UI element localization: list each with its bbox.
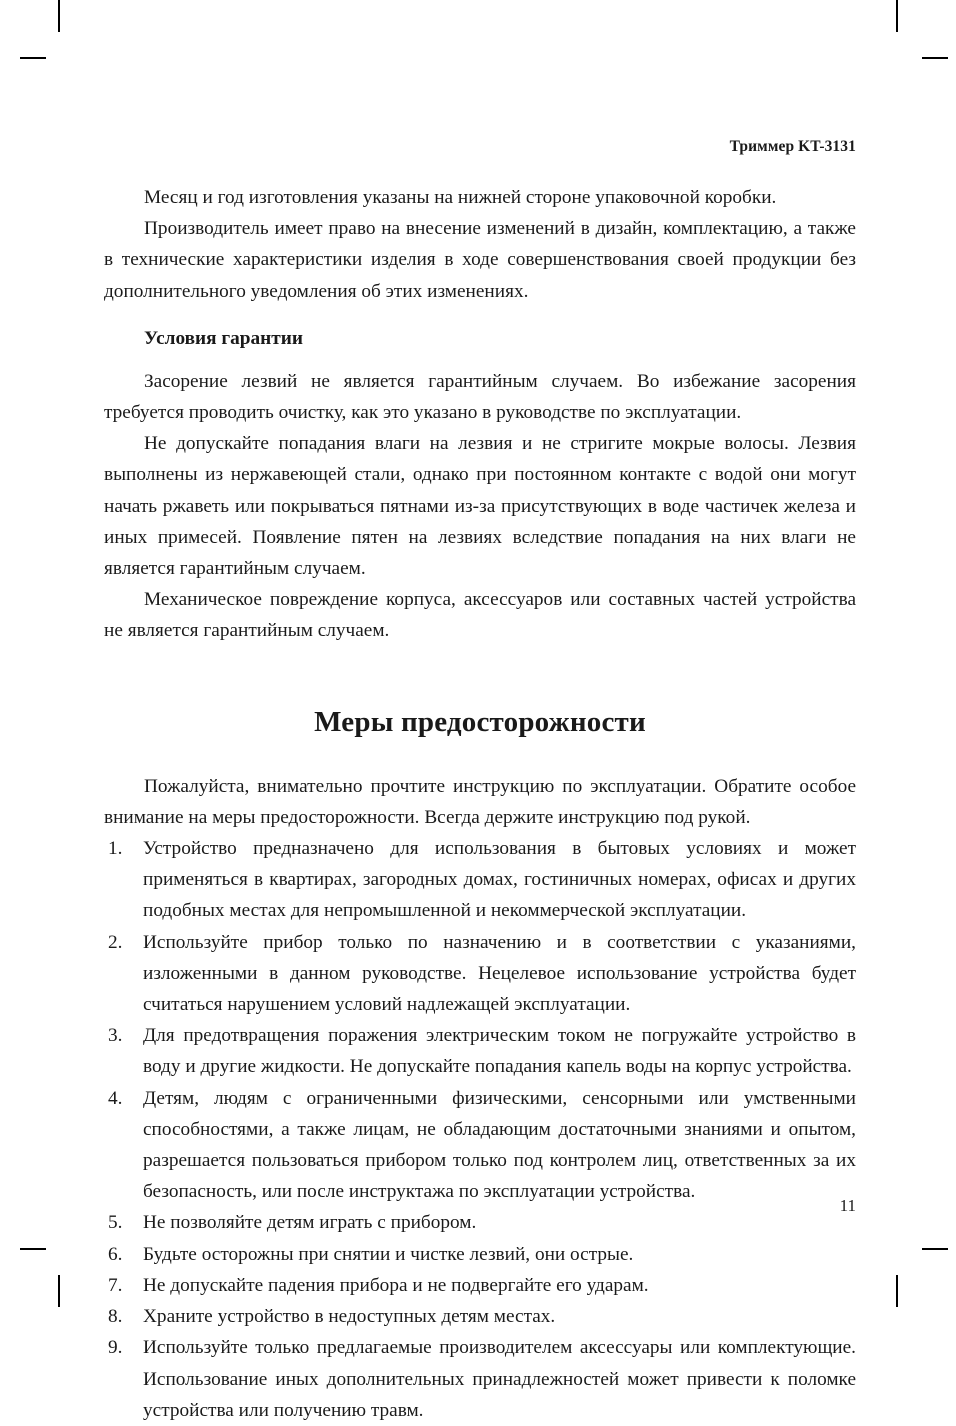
list-item (104, 1207, 856, 1238)
list-item (104, 1020, 856, 1082)
list-item-number: 4. (108, 1087, 123, 1109)
list-item-text: Храните устройство в недоступных детям местах. (143, 1306, 556, 1328)
crop-mark-top-right-vertical (896, 0, 898, 32)
list-item (104, 1239, 856, 1270)
list-item-number: 8. (108, 1306, 123, 1328)
safety-precautions-list (104, 833, 856, 1426)
manufacturing-paragraph-2: Производитель имеет право на внесение изменений в дизайн, комплектацию, а также в технические характеристики изделия в ходе совершенствования своей продукции без дополнительного уведомления об этих изменениях. (104, 218, 856, 302)
crop-mark-bottom-right-horizontal (922, 1248, 948, 1250)
list-item-text: Используйте прибор только по назначению и в соответствии с указаниями, изложенными в данном руководстве. Нецелевое использование устройства будет считаться нарушением условий надлежащей эксплуатации. (143, 931, 856, 1016)
list-item-number: 7. (108, 1274, 123, 1296)
crop-mark-top-left-horizontal (20, 57, 46, 59)
list-item-text: Используйте только предлагаемые производителем аксессуары или комплектующие. Использование иных дополнительных принадлежностей может привести к поломке устройства или получению травм. (143, 1337, 856, 1421)
body-text-block (104, 182, 856, 1426)
list-item-number: 1. (108, 838, 123, 860)
list-item-text: Для предотвращения поражения электрическим током не погружайте устройство в воду и другие жидкости. Не допускайте попадания капель воды на корпус устройства. (143, 1025, 856, 1078)
warranty-paragraph-3: Механическое повреждение корпуса, аксессуаров или составных частей устройства не является гарантийным случаем. (104, 589, 856, 642)
list-item-number: 5. (108, 1212, 123, 1234)
warranty-paragraph-1: Засорение лезвий не является гарантийным случаем. Во избежание засорения требуется проводить очистку, как это указано в руководстве по эксплуатации. (104, 370, 856, 424)
list-item (104, 1083, 856, 1208)
list-item (104, 927, 856, 1021)
list-item-text: Не допускайте падения прибора и не подвергайте его ударам. (143, 1274, 649, 1296)
safety-intro-wrap (104, 771, 856, 833)
list-item-number: 2. (108, 931, 123, 953)
warranty-paragraph-2: Не допускайте попадания влаги на лезвия и не стригите мокрые волосы. Лезвия выполнены из нержавеющей стали, однако при постоянном контакте с водой они могут начать ржаветь или покрываться пятнами из-за присутствующих в воде частичек железа и иных примесей. Появление пятен на лезвиях вследствие попадания на них влаги не является гарантийным случаем. (104, 433, 856, 580)
manufacturing-paragraph-1: Месяц и год изготовления указаны на нижней стороне упаковочной коробки. (144, 187, 777, 208)
page-number: 11 (839, 1196, 856, 1215)
list-item-text: Не позволяйте детям играть с прибором. (143, 1212, 477, 1234)
safety-intro-paragraph: Пожалуйста, внимательно прочтите инструкцию по эксплуатации. Обратите особое внимание на меры предосторожности. Всегда держите инструкцию под рукой. (104, 775, 856, 828)
warranty-heading: Условия гарантии (144, 327, 303, 349)
safety-section-title: Меры предосторожности (314, 705, 646, 738)
page-content (104, 0, 856, 1421)
list-item-number: 3. (108, 1025, 123, 1047)
running-head: Триммер KT-3131 (729, 138, 856, 155)
list-item (104, 1332, 856, 1426)
list-item-text: Детям, людям с ограниченными физическими, сенсорными или умственными способностями, а также лицам, не обладающим достаточными знаниями и опытом, разрешается пользоваться прибором только под контролем лиц, ответственных за их безопасность, или после инструктажа по эксплуатации устройства. (143, 1087, 856, 1203)
crop-mark-bottom-right-vertical (896, 1275, 898, 1307)
list-item-number: 9. (108, 1337, 123, 1359)
list-item (104, 833, 856, 927)
crop-mark-bottom-left-horizontal (20, 1248, 46, 1250)
safety-title-wrap (104, 703, 856, 741)
list-item (104, 1270, 856, 1301)
list-item-text: Будьте осторожны при снятии и чистке лезвий, они острые. (143, 1243, 634, 1265)
crop-mark-bottom-left-vertical (58, 1275, 60, 1307)
crop-mark-top-right-horizontal (922, 57, 948, 59)
list-item-number: 6. (108, 1243, 123, 1265)
crop-mark-top-left-vertical (58, 0, 60, 32)
list-item (104, 1301, 856, 1332)
list-item-text: Устройство предназначено для использования в бытовых условиях и может применяться в квартирах, загородных домах, гостиничных номерах, офисах и других подобных местах для непромышленной и некоммерческой эксплуатации. (143, 838, 856, 922)
